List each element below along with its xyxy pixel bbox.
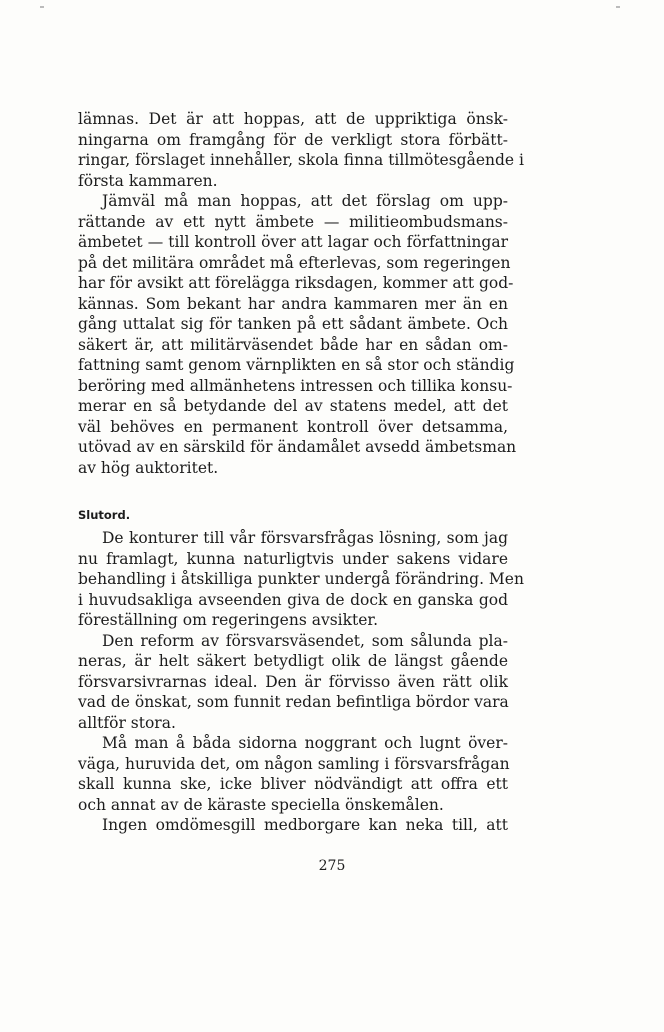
text-line: föreställning om regeringens avsikter. — [78, 611, 379, 629]
text-line: första kammaren. — [78, 171, 218, 190]
text-line: alltför stora. — [78, 713, 176, 732]
text-line: och annat av de käraste speciella önskemålen. — [78, 795, 444, 814]
text-line: rättande av ett nytt ämbete — militieombudsmans- — [78, 212, 508, 231]
text-line: nu framlagt, kunna naturligtvis under sakens vidare — [78, 549, 508, 568]
section-heading: Slutord. — [78, 508, 131, 522]
text-line: väga, huruvida det, om någon samling i försvarsfrågan — [78, 754, 510, 773]
text-line: ningarna om framgång för de verkligt stora förbätt- — [78, 130, 508, 149]
text-line: Må man å båda sidorna noggrant och lugnt över- — [102, 734, 508, 752]
text-line: av hög auktoritet. — [78, 458, 219, 477]
text-line: på det militära området må efterlevas, som regeringen — [78, 253, 511, 272]
text-line: De konturer till vår försvarsfrågas lösning, som jag — [102, 529, 508, 547]
text-line: Jämväl må man hoppas, att det förslag om upp- — [102, 192, 508, 210]
text-line: Den reform av försvarsväsendet, som sålunda pla- — [102, 631, 508, 650]
text-line: skall kunna ske, icke bliver nödvändigt att offra ett — [78, 775, 508, 793]
text-line: fattning samt genom värnplikten en så stor och ständig — [78, 356, 515, 374]
paragraph-block-2 — [78, 528, 524, 836]
page-number: 275 — [318, 858, 346, 874]
text-line: ringar, förslaget innehåller, skola finna tillmötesgående i — [78, 151, 524, 169]
text-line: försvarsivrarnas ideal. Den är förvisso även rätt olik — [78, 672, 508, 691]
text-line: Ingen omdömesgill medborgare kan neka till, att — [102, 816, 508, 834]
text-line: neras, är helt säkert betydligt olik de längst gående — [78, 652, 508, 670]
text-line: kännas. Som bekant har andra kammaren mer än en — [78, 294, 508, 313]
text-line: utövad av en särskild för ändamålet avsedd ämbetsman — [78, 438, 517, 456]
paragraph-block-1 — [78, 109, 524, 478]
text-line: väl behöves en permanent kontroll över detsamma, — [78, 417, 508, 436]
scan-mark — [616, 6, 620, 8]
text-line: har för avsikt att förelägga riksdagen, kommer att god- — [78, 274, 514, 292]
text-line: ämbetet — till kontroll över att lagar och författningar — [78, 233, 508, 251]
text-line: lämnas. Det är att hoppas, att de uppriktiga önsk- — [78, 110, 508, 128]
scan-mark — [40, 6, 44, 8]
text-line: vad de önskat, som funnit redan befintliga bördor vara — [78, 693, 509, 711]
text-line: gång uttalat sig för tanken på ett sådant ämbete. Och — [78, 315, 508, 333]
text-line: behandling i åtskilliga punkter undergå förändring. Men — [78, 570, 524, 588]
text-line: säkert är, att militärväsendet både har en sådan om- — [78, 335, 508, 354]
text-line: merar en så betydande del av statens medel, att det — [78, 397, 508, 415]
text-line: i huvudsakliga avseenden giva de dock en ganska god — [78, 590, 508, 609]
text-line: beröring med allmänhetens intressen och tillika konsu- — [78, 376, 513, 395]
